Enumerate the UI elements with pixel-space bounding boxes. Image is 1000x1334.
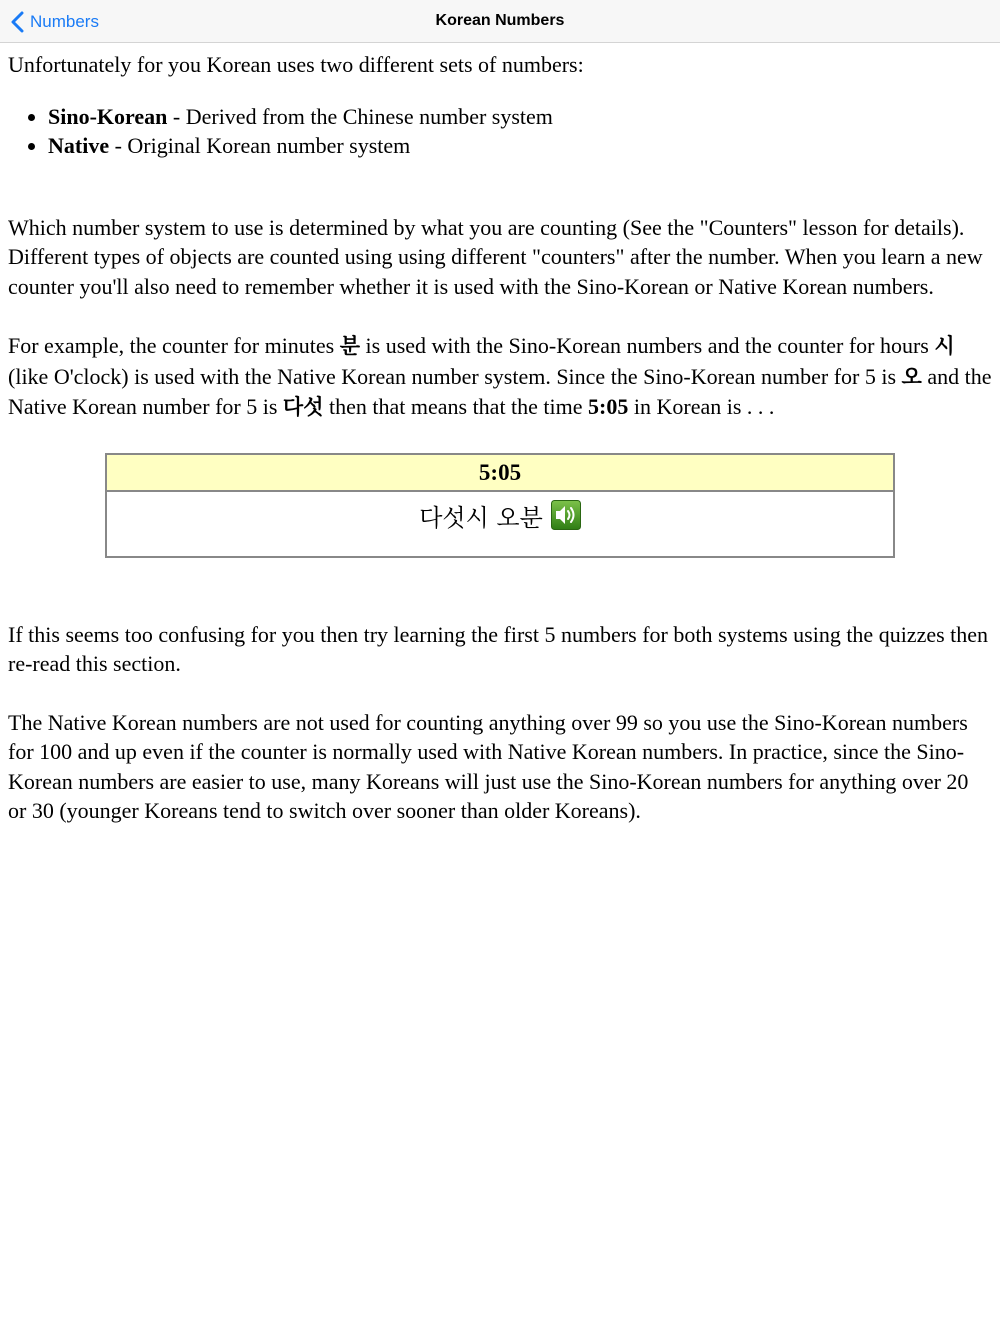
korean-word-native-five: 다섯 (282, 395, 324, 419)
list-item-sino-korean (48, 102, 992, 132)
system-name: Sino-Korean (48, 103, 168, 129)
example-table (105, 453, 895, 558)
text-segment: in Korean is . . . (628, 394, 775, 419)
text-segment: For example, the counter for minutes (8, 333, 340, 358)
quiz-tip-paragraph: If this seems too confusing for you then try learning the first 5 numbers for both systems using the quizzes then re-read this section. (8, 621, 989, 676)
intro-text: Unfortunately for you Korean uses two different sets of numbers: (8, 52, 584, 77)
korean-word-minutes: 분 (339, 334, 361, 358)
example-paragraph (8, 331, 992, 423)
example-time: 5:05 (588, 394, 629, 419)
speaker-icon[interactable] (551, 500, 581, 530)
page-title: Korean Numbers (435, 12, 565, 29)
example-table-body (107, 492, 893, 556)
native-limit-paragraph: The Native Korean numbers are not used for counting anything over 99 so you use the Sino-Korean numbers for 100 and up even if the counter is normally used with Native Korean numbers. In practice, since the Sino-Korean numbers are easier to use, many Koreans will just use the Sino-Korean numbers for anything over 20 or 30 (younger Koreans tend to switch over sooner than older Koreans). (8, 709, 969, 823)
korean-word-sino-five: 오 (901, 364, 922, 389)
system-description: - Derived from the Chinese number system (167, 103, 553, 129)
system-description: - Original Korean number system (109, 133, 411, 158)
navigation-bar (0, 0, 1000, 43)
example-table-header: 5:05 (107, 455, 893, 492)
counters-paragraph: Which number system to use is determined by what you are counting (See the "Counters" lesson for details). Different types of objects are counted using using different "counters" after the number. When you learn a new counter you'll also need to remember whether it is used with the Sino-Korean or Native Korean numbers. (8, 214, 983, 299)
text-segment: (like O'clock) is used with the Native Korean number system. Since the Sino-Korean number for 5 is (8, 363, 902, 389)
system-name: Native (48, 133, 110, 158)
text-segment: and the Native Korean number for 5 is (8, 363, 992, 419)
back-button-label[interactable]: Numbers (30, 12, 99, 31)
korean-word-hours: 시 (934, 334, 955, 358)
korean-time-answer: 다섯시 오분 (419, 503, 543, 532)
lesson-content (8, 50, 992, 826)
text-segment: is used with the Sino-Korean numbers and the counter for hours (360, 333, 935, 358)
text-segment: then that means that the time (323, 394, 589, 419)
number-systems-list (8, 102, 992, 161)
list-item-native (48, 131, 992, 161)
